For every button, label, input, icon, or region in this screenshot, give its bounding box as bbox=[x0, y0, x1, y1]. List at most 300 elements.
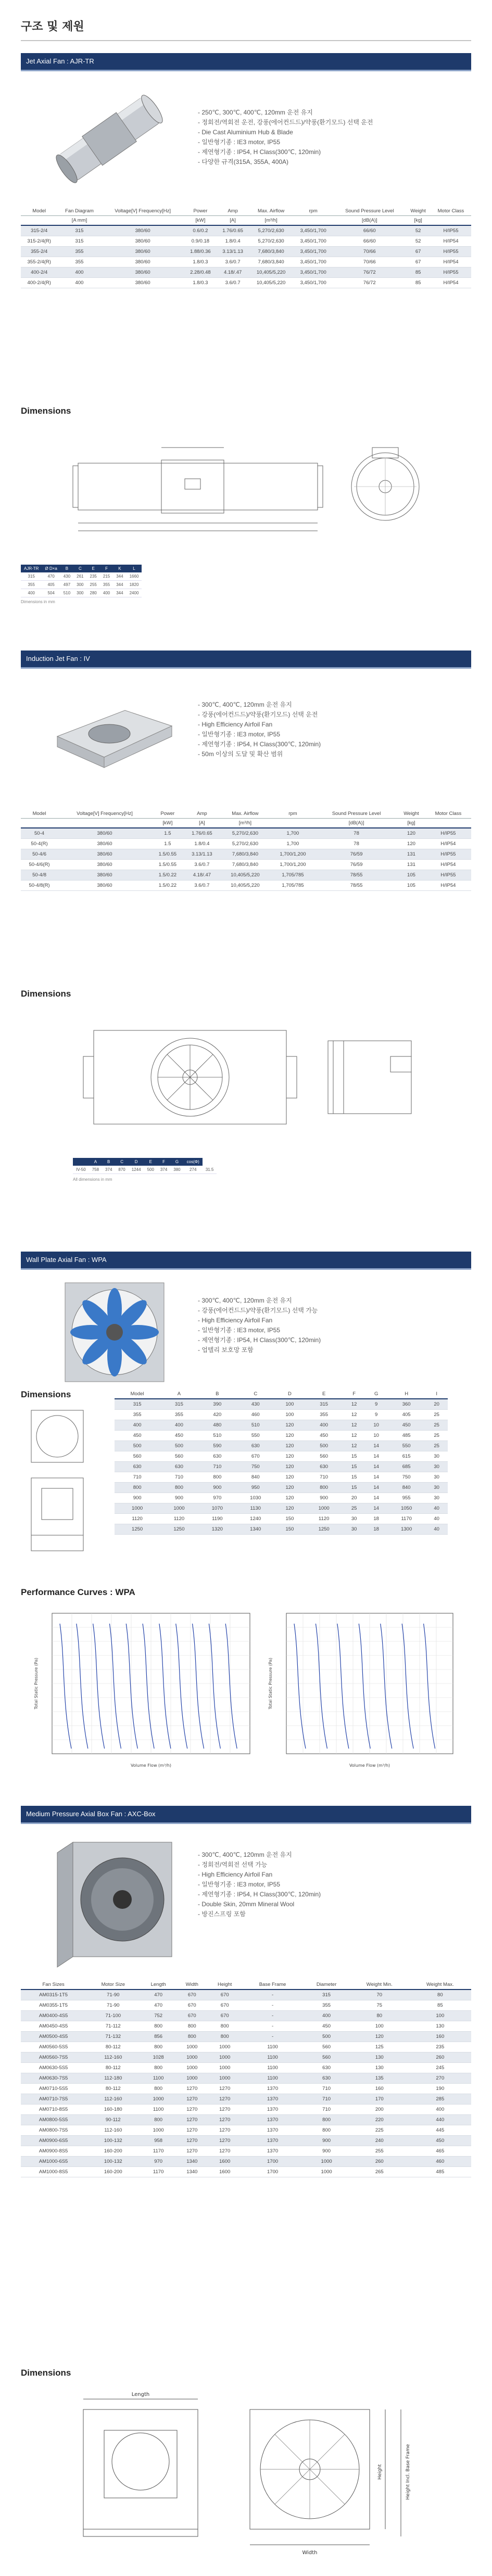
col-header: K bbox=[113, 565, 126, 572]
table-cell: 590 bbox=[198, 1441, 236, 1451]
box-dimensions bbox=[21, 2368, 471, 2566]
table-cell: 355 bbox=[303, 2000, 350, 2011]
table-cell: 1.5/0.55 bbox=[152, 849, 184, 860]
table-cell: 130 bbox=[409, 2021, 471, 2032]
table-cell: 66/60 bbox=[333, 236, 406, 247]
table-cell: 800 bbox=[305, 1483, 343, 1493]
table-cell: H/IP55 bbox=[425, 828, 471, 839]
table-cell: 131 bbox=[397, 860, 425, 870]
table-row bbox=[21, 839, 471, 849]
wall-features bbox=[198, 1296, 321, 1355]
table-cell: 800 bbox=[140, 2042, 176, 2052]
table-cell: AM0710-8S5 bbox=[21, 2105, 86, 2115]
perf-left-xlabel: Volume Flow (m³/h) bbox=[130, 1763, 172, 1768]
table-cell: 500 bbox=[144, 1166, 157, 1174]
col-header: L bbox=[127, 565, 142, 572]
jet-feature-area bbox=[21, 71, 471, 207]
table-cell: 120 bbox=[397, 839, 425, 849]
table-cell: 9 bbox=[365, 1410, 387, 1420]
table-cell: AM0630-7S5 bbox=[21, 2073, 86, 2084]
table-cell: 344 bbox=[113, 581, 126, 589]
table-cell: 400 bbox=[21, 589, 42, 597]
table-cell: 1000 bbox=[160, 1503, 198, 1514]
table-cell: 160 bbox=[409, 2032, 471, 2042]
table-cell: 380/60 bbox=[58, 828, 152, 839]
col-header: cos(Φ) bbox=[184, 1158, 203, 1166]
table-cell: 1270 bbox=[208, 2105, 242, 2115]
col-unit: [dB(A)] bbox=[316, 819, 397, 828]
table-cell: 1.5/0.22 bbox=[152, 881, 184, 891]
table-cell: 50-4 bbox=[21, 828, 58, 839]
table-cell: 70/66 bbox=[333, 247, 406, 257]
box-dim-drawing bbox=[62, 2389, 437, 2560]
table-cell: 120 bbox=[274, 1451, 305, 1462]
table-cell: 1100 bbox=[242, 2063, 303, 2073]
table-cell: 670 bbox=[176, 1990, 208, 2000]
table-cell: 71-100 bbox=[86, 2011, 140, 2021]
col-header: Max. Airflow bbox=[220, 809, 270, 819]
table-cell: 630 bbox=[236, 1441, 274, 1451]
table-cell: 450 bbox=[303, 2021, 350, 2032]
table-cell: 900 bbox=[115, 1493, 160, 1503]
table-cell: 100-132 bbox=[86, 2157, 140, 2167]
col-header: Sound Pressure Level bbox=[316, 809, 397, 819]
table-cell: 900 bbox=[303, 2146, 350, 2157]
col-header: Ø D×a bbox=[42, 565, 60, 572]
table-cell: 71-90 bbox=[86, 1990, 140, 2000]
box-width-label: Width bbox=[302, 2550, 318, 2556]
table-cell: 800 bbox=[160, 1483, 198, 1493]
table-cell: 750 bbox=[236, 1462, 274, 1472]
table-cell: 470 bbox=[140, 2000, 176, 2011]
feature-item: - 강풍(에어컨드드)/약풍(환기모드) 선택 운전 bbox=[198, 710, 321, 720]
col-header: Voltage[V] Frequency[Hz] bbox=[58, 809, 152, 819]
table-cell: 15 bbox=[343, 1462, 365, 1472]
col-header: F bbox=[343, 1389, 365, 1399]
col-header: E bbox=[87, 565, 100, 572]
table-cell: 0.6/0.2 bbox=[184, 225, 217, 236]
table-cell: 550 bbox=[387, 1441, 425, 1451]
table-cell: 400 bbox=[303, 2011, 350, 2021]
feature-item: - Double Skin, 20mm Mineral Wool bbox=[198, 1899, 321, 1909]
table-cell: 120 bbox=[274, 1503, 305, 1514]
table-cell: 1000 bbox=[303, 2157, 350, 2167]
table-cell: AM0400-4S5 bbox=[21, 2011, 86, 2021]
table-cell: 560 bbox=[115, 1451, 160, 1462]
feature-item: - 정회전/역회전 선택 가능 bbox=[198, 1860, 321, 1870]
table-cell: 955 bbox=[387, 1493, 425, 1503]
table-unit-row bbox=[21, 216, 471, 226]
box-features bbox=[198, 1850, 321, 1919]
table-cell: 85 bbox=[409, 2000, 471, 2011]
table-cell: 25 bbox=[343, 1503, 365, 1514]
table-cell: 1340 bbox=[176, 2167, 208, 2177]
perf-chart-right bbox=[266, 1608, 463, 1775]
table-cell: 1100 bbox=[140, 2105, 176, 2115]
table-cell: 30 bbox=[425, 1462, 448, 1472]
table-cell: 78/55 bbox=[316, 881, 397, 891]
table-cell: 78/55 bbox=[316, 870, 397, 881]
table-cell: 1.8/0.3 bbox=[184, 278, 217, 288]
table-cell: 500 bbox=[115, 1441, 160, 1451]
table-cell: 1100 bbox=[242, 2052, 303, 2063]
perf-left-ylabel: Total Static Pressure (Pa) bbox=[34, 1657, 39, 1710]
table-cell: 52 bbox=[406, 225, 431, 236]
table-cell: 71-132 bbox=[86, 2032, 140, 2042]
table-cell: 125 bbox=[350, 2042, 409, 2052]
table-cell: 50-4/8 bbox=[21, 870, 58, 881]
table-cell: 245 bbox=[409, 2063, 471, 2073]
table-row bbox=[21, 247, 471, 257]
feature-item: - 강풍(에어컨드드)/약풍(환기모드) 선택 가능 bbox=[198, 1306, 321, 1316]
col-unit bbox=[58, 819, 152, 828]
table-cell: 400-2/4 bbox=[21, 267, 57, 278]
col-unit: [A] bbox=[184, 819, 220, 828]
feature-item: - 일반형기종 : IE3 motor, IP55 bbox=[198, 730, 321, 739]
table-cell: 450 bbox=[115, 1431, 160, 1441]
table-cell: 14 bbox=[365, 1462, 387, 1472]
col-header: E bbox=[144, 1158, 157, 1166]
table-cell: 30 bbox=[425, 1451, 448, 1462]
table-cell: AM0800-7S5 bbox=[21, 2125, 86, 2136]
table-cell: 840 bbox=[236, 1472, 274, 1483]
table-cell: H/IP54 bbox=[431, 257, 471, 267]
col-header: F bbox=[157, 1158, 170, 1166]
table-row bbox=[21, 589, 142, 597]
table-cell: 300 bbox=[73, 589, 86, 597]
box-fan-image bbox=[52, 1832, 182, 1972]
table-cell: 105 bbox=[397, 881, 425, 891]
table-cell: 76/59 bbox=[316, 860, 397, 870]
table-cell: 215 bbox=[100, 572, 113, 581]
feature-item: - 제연형기종 : IP54, H Class(300℃, 120min) bbox=[198, 739, 321, 749]
table-row bbox=[21, 2032, 471, 2042]
table-cell: 14 bbox=[365, 1503, 387, 1514]
table-cell: 160-180 bbox=[86, 2105, 140, 2115]
wall-performance bbox=[21, 1587, 471, 1785]
col-header: AJR-TR bbox=[21, 565, 42, 572]
table-cell: AM0710-7S5 bbox=[21, 2094, 86, 2105]
col-unit: [kg] bbox=[397, 819, 425, 828]
col-header: Model bbox=[115, 1389, 160, 1399]
table-cell: 160 bbox=[350, 2084, 409, 2094]
table-cell: 710 bbox=[303, 2094, 350, 2105]
table-row bbox=[115, 1462, 448, 1472]
perf-right-ylabel: Total Static Pressure (Pa) bbox=[268, 1657, 273, 1710]
table-cell: AM1000-6S5 bbox=[21, 2157, 86, 2167]
table-cell: 1320 bbox=[198, 1524, 236, 1535]
feature-item: - High Efficiency Airfoil Fan bbox=[198, 1316, 321, 1325]
table-cell: 300 bbox=[73, 581, 86, 589]
table-row bbox=[21, 2052, 471, 2063]
table-cell: 70 bbox=[350, 1990, 409, 2000]
table-cell: 360 bbox=[387, 1399, 425, 1410]
col-header: Amp bbox=[184, 809, 220, 819]
col-unit: [A] bbox=[217, 216, 249, 226]
table-cell: 30 bbox=[425, 1493, 448, 1503]
col-unit: [kW] bbox=[152, 819, 184, 828]
table-cell: 7,680/3,840 bbox=[220, 860, 270, 870]
table-cell: 3,450/1,700 bbox=[293, 247, 333, 257]
table-cell: 450 bbox=[387, 1420, 425, 1431]
table-cell: 800 bbox=[176, 2021, 208, 2032]
table-row bbox=[21, 2125, 471, 2136]
table-cell: 1100 bbox=[242, 2073, 303, 2084]
table-cell: 120 bbox=[397, 828, 425, 839]
table-cell: 135 bbox=[350, 2073, 409, 2084]
table-cell: 100 bbox=[274, 1410, 305, 1420]
table-cell: 958 bbox=[140, 2136, 176, 2146]
table-cell: 1.76/0.65 bbox=[184, 828, 220, 839]
table-cell: 1.5 bbox=[152, 839, 184, 849]
table-cell: 560 bbox=[160, 1451, 198, 1462]
table-cell: 315 bbox=[21, 572, 42, 581]
table-row bbox=[115, 1451, 448, 1462]
box-height-base-label: Height Incl. Base Frame bbox=[406, 2444, 411, 2500]
table-cell: 445 bbox=[409, 2125, 471, 2136]
feature-item: - 방진스프링 포함 bbox=[198, 1909, 321, 1919]
table-cell: 615 bbox=[387, 1451, 425, 1462]
jet-dim-table bbox=[21, 565, 142, 597]
table-cell: 40 bbox=[425, 1524, 448, 1535]
table-cell: 1,705/785 bbox=[270, 881, 316, 891]
table-cell: 120 bbox=[274, 1431, 305, 1441]
table-cell: 315 bbox=[57, 236, 101, 247]
induction-features bbox=[198, 700, 321, 759]
wall-fan-image bbox=[62, 1280, 167, 1384]
table-cell: 315 bbox=[115, 1399, 160, 1410]
table-cell: 265 bbox=[350, 2167, 409, 2177]
table-cell: 485 bbox=[387, 1431, 425, 1441]
box-feature-area bbox=[21, 1824, 471, 1980]
table-cell: 1270 bbox=[208, 2115, 242, 2125]
table-row bbox=[115, 1472, 448, 1483]
table-row bbox=[115, 1431, 448, 1441]
table-cell: 5,270/2,630 bbox=[249, 236, 293, 247]
table-cell: 1170 bbox=[387, 1514, 425, 1524]
table-cell: 260 bbox=[350, 2157, 409, 2167]
induction-spec-table bbox=[21, 809, 471, 891]
table-cell: 710 bbox=[303, 2084, 350, 2094]
table-cell: 1050 bbox=[387, 1503, 425, 1514]
table-cell: 355 bbox=[100, 581, 113, 589]
col-unit bbox=[101, 216, 184, 226]
table-cell: 1250 bbox=[305, 1524, 343, 1535]
feature-item: - Die Cast Aluminium Hub & Blade bbox=[198, 127, 373, 137]
table-cell: 355-2/4 bbox=[21, 247, 57, 257]
table-cell: 25 bbox=[425, 1420, 448, 1431]
table-cell: 10,405/5,220 bbox=[220, 870, 270, 881]
table-row bbox=[21, 2157, 471, 2167]
box-length-label: Length bbox=[131, 2392, 150, 2398]
table-cell: 355 bbox=[305, 1410, 343, 1420]
feature-item: - 제연형기종 : IP54, H Class(300℃, 120min) bbox=[198, 147, 373, 157]
col-header bbox=[73, 1158, 89, 1166]
table-cell: 1270 bbox=[176, 2125, 208, 2136]
table-cell: 670 bbox=[208, 2011, 242, 2021]
table-cell: 400 bbox=[160, 1420, 198, 1431]
table-unit-row bbox=[21, 819, 471, 828]
table-cell: 1600 bbox=[208, 2167, 242, 2177]
table-row bbox=[21, 2021, 471, 2032]
col-header: Voltage[V] Frequency[Hz] bbox=[101, 207, 184, 216]
table-cell: 2.28/0.48 bbox=[184, 267, 217, 278]
induction-section bbox=[21, 651, 471, 891]
table-cell: 1.76/0.65 bbox=[217, 225, 249, 236]
table-cell: 1000 bbox=[176, 2063, 208, 2073]
table-row bbox=[115, 1493, 448, 1503]
table-cell: 120 bbox=[274, 1420, 305, 1431]
table-cell: 30 bbox=[425, 1472, 448, 1483]
table-cell: AM0450-4S5 bbox=[21, 2021, 86, 2032]
table-cell: 685 bbox=[387, 1462, 425, 1472]
col-header: Fan Diagram bbox=[57, 207, 101, 216]
table-cell: 1700 bbox=[242, 2167, 303, 2177]
table-row bbox=[21, 2042, 471, 2052]
table-cell: 112-160 bbox=[86, 2125, 140, 2136]
col-unit bbox=[21, 819, 58, 828]
table-cell: 66/60 bbox=[333, 225, 406, 236]
table-cell: 400-2/4(R) bbox=[21, 278, 57, 288]
col-header: Weight bbox=[397, 809, 425, 819]
table-cell: 405 bbox=[42, 581, 60, 589]
table-cell: 112-160 bbox=[86, 2094, 140, 2105]
box-height-label: Height bbox=[377, 2464, 383, 2480]
table-cell: 71-112 bbox=[86, 2021, 140, 2032]
table-cell: 630 bbox=[198, 1451, 236, 1462]
table-cell: 344 bbox=[113, 572, 126, 581]
table-cell: 840 bbox=[387, 1483, 425, 1493]
table-row bbox=[21, 2084, 471, 2094]
table-cell: 1170 bbox=[140, 2146, 176, 2157]
table-cell: 12 bbox=[343, 1431, 365, 1441]
feature-item: - 정회전/역회전 운전, 강풍(에어컨드드)/약풍(환기모드) 선택 운전 bbox=[198, 118, 373, 127]
col-header: Model bbox=[21, 809, 58, 819]
table-row bbox=[21, 225, 471, 236]
table-cell: 76/59 bbox=[316, 849, 397, 860]
table-cell: 270 bbox=[409, 2073, 471, 2084]
table-row bbox=[21, 278, 471, 288]
table-cell: H/IP55 bbox=[425, 870, 471, 881]
table-cell: 20 bbox=[425, 1399, 448, 1410]
col-header: Fan Sizes bbox=[21, 1980, 86, 1990]
col-header: Weight Max. bbox=[409, 1980, 471, 1990]
table-cell: 800 bbox=[198, 1472, 236, 1483]
table-cell: 1000 bbox=[208, 2052, 242, 2063]
table-cell: 670 bbox=[208, 2000, 242, 2011]
table-cell: 405 bbox=[387, 1410, 425, 1420]
table-cell: 50-4/6 bbox=[21, 849, 58, 860]
table-cell: 12 bbox=[343, 1399, 365, 1410]
table-cell: AM0315-1T5 bbox=[21, 1990, 86, 2000]
jet-dim-note: Dimensions in mm bbox=[21, 600, 55, 604]
table-cell: 18 bbox=[365, 1524, 387, 1535]
table-cell: IV-50 bbox=[73, 1166, 89, 1174]
table-cell: AM0560-5S5 bbox=[21, 2042, 86, 2052]
table-cell: 950 bbox=[236, 1483, 274, 1493]
table-cell: 2400 bbox=[127, 589, 142, 597]
table-cell: 630 bbox=[115, 1462, 160, 1472]
table-row bbox=[21, 2073, 471, 2084]
table-cell: 25 bbox=[425, 1410, 448, 1420]
table-row bbox=[21, 1990, 471, 2000]
table-cell: 460 bbox=[409, 2157, 471, 2167]
table-cell: 430 bbox=[236, 1399, 274, 1410]
table-row bbox=[21, 2136, 471, 2146]
col-header: Length bbox=[140, 1980, 176, 1990]
table-cell: 50-4(R) bbox=[21, 839, 58, 849]
table-cell: 400 bbox=[115, 1420, 160, 1431]
table-cell: 25 bbox=[425, 1441, 448, 1451]
table-cell: AM0560-7S5 bbox=[21, 2052, 86, 2063]
table-cell: 450 bbox=[305, 1431, 343, 1441]
table-cell: 1270 bbox=[176, 2094, 208, 2105]
table-cell: 10 bbox=[365, 1431, 387, 1441]
perf-title: Performance Curves : WPA bbox=[21, 1587, 135, 1597]
table-cell: 380/60 bbox=[101, 257, 184, 267]
table-cell: 400 bbox=[57, 267, 101, 278]
table-cell: 20 bbox=[343, 1493, 365, 1503]
table-cell: 450 bbox=[409, 2136, 471, 2146]
table-cell: 10,405/5,220 bbox=[249, 267, 293, 278]
table-cell: 280 bbox=[87, 589, 100, 597]
table-cell: 970 bbox=[198, 1493, 236, 1503]
table-cell: 285 bbox=[409, 2094, 471, 2105]
table-cell: 260 bbox=[409, 2052, 471, 2063]
table-cell: 1000 bbox=[140, 2125, 176, 2136]
table-cell: 130 bbox=[350, 2052, 409, 2063]
table-cell: H/IP54 bbox=[425, 839, 471, 849]
table-cell: 1250 bbox=[160, 1524, 198, 1535]
table-cell: 390 bbox=[198, 1399, 236, 1410]
jet-section-bar: Jet Axial Fan : AJR-TR bbox=[21, 53, 471, 70]
table-row bbox=[21, 267, 471, 278]
jet-dim-drawing bbox=[62, 427, 437, 546]
table-row bbox=[21, 257, 471, 267]
table-cell: 1270 bbox=[176, 2105, 208, 2115]
wall-dim-drawing bbox=[21, 1405, 99, 1561]
table-cell: 500 bbox=[305, 1441, 343, 1451]
col-header: G bbox=[365, 1389, 387, 1399]
table-row bbox=[21, 2115, 471, 2125]
table-cell: 80-112 bbox=[86, 2084, 140, 2094]
table-cell: 380/60 bbox=[58, 881, 152, 891]
table-cell: 1270 bbox=[176, 2136, 208, 2146]
table-cell: 1070 bbox=[198, 1503, 236, 1514]
table-cell: 9 bbox=[365, 1399, 387, 1410]
table-cell: 800 bbox=[208, 2021, 242, 2032]
table-cell: 400 bbox=[305, 1420, 343, 1431]
table-row bbox=[21, 2146, 471, 2157]
table-cell: 1270 bbox=[208, 2146, 242, 2157]
col-header: rpm bbox=[293, 207, 333, 216]
table-row bbox=[21, 2167, 471, 2177]
jet-dimensions bbox=[21, 406, 471, 624]
table-cell: 5,270/2,630 bbox=[220, 828, 270, 839]
col-header: Model bbox=[21, 207, 57, 216]
table-cell: 560 bbox=[303, 2042, 350, 2052]
col-unit: [m³/h] bbox=[249, 216, 293, 226]
table-cell: 497 bbox=[60, 581, 73, 589]
table-cell: 12 bbox=[343, 1410, 365, 1420]
table-cell: 131 bbox=[397, 849, 425, 860]
feature-item: - 제연형기종 : IP54, H Class(300℃, 120min) bbox=[198, 1890, 321, 1899]
table-cell: 3.6/0.7 bbox=[184, 860, 220, 870]
table-cell: H/IP55 bbox=[431, 267, 471, 278]
table-cell: - bbox=[242, 2032, 303, 2042]
table-row bbox=[115, 1503, 448, 1514]
table-cell: 105 bbox=[397, 870, 425, 881]
